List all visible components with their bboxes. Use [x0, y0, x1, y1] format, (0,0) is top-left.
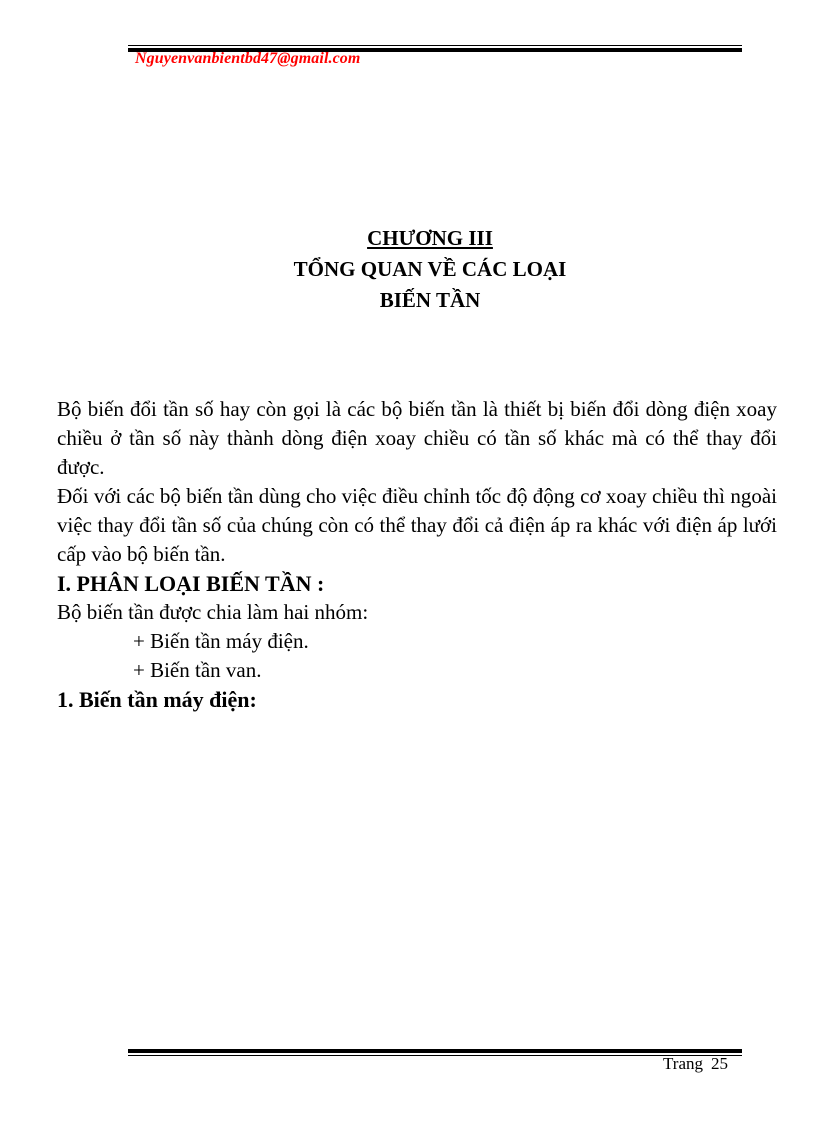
header-email: Nguyenvanbientbd47@gmail.com: [135, 50, 361, 67]
paragraph-motor-control: Đối với các bộ biến tần dùng cho việc điều chỉnh tốc độ động cơ xoay chiều thì ngoài việc thay đổi tần số của chúng còn có thể thay đổi cả điện áp ra khác với điện áp lưới cấp vào bộ biến tần.: [57, 484, 777, 566]
page-number-value: 25: [711, 1054, 728, 1073]
list-item: + Biến tần máy điện.: [133, 629, 309, 653]
paragraph-intro: Bộ biến đổi tần số hay còn gọi là các bộ biến tần là thiết bị biến đổi dòng điện xoay chiều ở tần số này thành dòng điện xoay chiều có tần số khác mà có thể thay đổi được.: [57, 397, 777, 479]
chapter-title-line1: TỔNG QUAN VỀ CÁC LOẠI: [293, 257, 567, 281]
section-intro: Bộ biến tần được chia làm hai nhóm:: [57, 600, 369, 624]
chapter-title-block: [0, 223, 816, 316]
subsection-heading-machine-inverter: 1. Biến tần máy điện:: [57, 687, 257, 712]
body-text: [57, 395, 777, 714]
page-number: [663, 1054, 728, 1074]
page-label: Trang: [663, 1054, 703, 1073]
header-rule-thin: [128, 45, 742, 46]
section-heading-classification: I. PHÂN LOẠI BIẾN TẦN :: [57, 571, 325, 596]
list-item: + Biến tần van.: [133, 658, 262, 682]
footer-rule-thick: [128, 1049, 742, 1053]
chapter-label: CHƯƠNG III: [367, 226, 493, 250]
footer-rule-thin: [128, 1055, 742, 1056]
footer-rule: [128, 1049, 742, 1056]
chapter-title-line2: BIẾN TẦN: [379, 288, 481, 312]
